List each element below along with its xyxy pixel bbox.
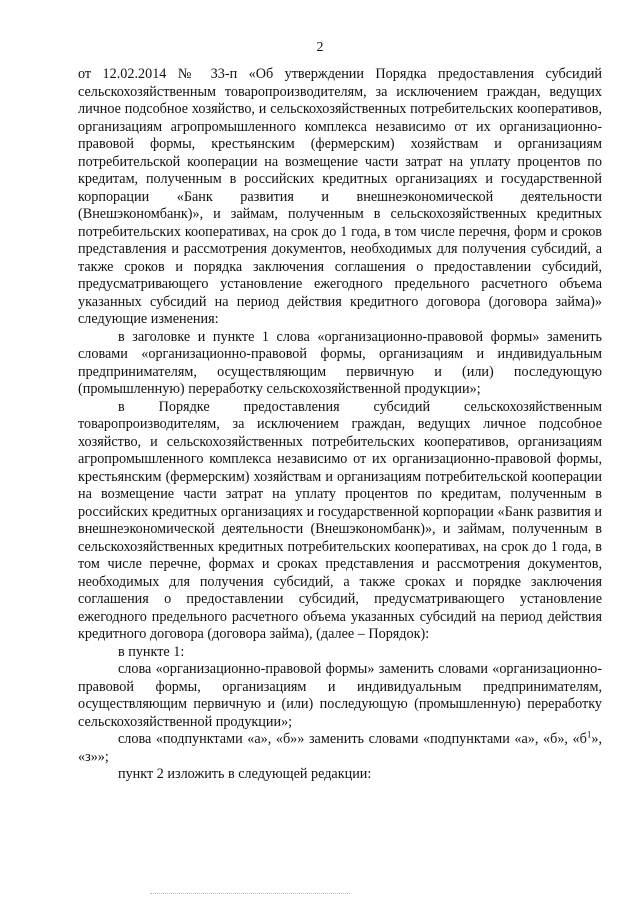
paragraph-title-amendment: в заголовке и пункте 1 слова «организационно-правовой формы» заменить словами «организационно-правовой формы, организациям и индивидуальным предпринимателям, осуществляющим первичную и (или) последующую (промышленную) переработку сельскохозяйственной продукции»; xyxy=(78,328,602,397)
paragraph-procedure-amendment: в Порядке предоставления субсидий сельскохозяйственным товаропроизводителям, за исключением граждан, ведущих личное подсобное хозяйство, и сельскохозяйственных потребительских кооперативов, организациям агропромышленного комплекса независимо от их организационно-правовой формы, крестьянским (фермерским) хозяйствам и организациям потребительской кооперации на возмещение части затрат на уплату процентов по кредитам, полученным в российских кредитных организациях и государственной корпорации «Банк развития и внешнеэкономической деятельности (Внешэкономбанк)», и займам, полученным в сельскохозяйственных кредитных потребительских кооперативах, на срок до 1 года, в том числе перечне, формах и сроках представления и рассмотрения документов, необходимых для получения субсидий, а также сроках и порядке заключения соглашения о предоставлении субсидий, предусматривающего установление ежегодного предельного расчетного объема указанных субсидий на период действия кредитного договора (договора займа), (далее – Порядок): xyxy=(78,398,602,642)
scan-artifact-dots xyxy=(150,893,350,895)
document-body xyxy=(78,66,602,784)
paragraph-decree-reference: от 12.02.2014 № 33-п «Об утверждении Порядка предоставления субсидий сельскохозяйственным товаропроизводителям, за исключением граждан, ведущих личное подсобное хозяйство, и сельскохозяйственных потребительских кооперативов, организациям агропромышленного комплекса независимо от их организационно-правовой формы, крестьянским (фермерским) хозяйствам и организациям потребительской кооперации на возмещение части затрат на уплату процентов по кредитам, полученным в российских кредитных организациях и государственной корпорации «Банк развития и внешнеэкономической деятельности (Внешэкономбанк)», и займам, полученным в сельскохозяйственных кредитных потребительских кооперативах, на срок до 1 года, в том числе перечня, форм и сроков представления и рассмотрения документов, необходимых для получения субсидий, а также сроков и порядка заключения соглашения о предоставлении субсидий, предусматривающего установление ежегодного предельного расчетного объема указанных субсидий на период действия кредитного договора (договора займа)» следующие изменения: xyxy=(78,66,602,327)
paragraph-words-replacement: слова «организационно-правовой формы» заменить словами «организационно-правовой формы, организациям и индивидуальным предпринимателям, осуществляющим первичную и (или) последующую (промышленную) переработку сельскохозяйственной продукции»; xyxy=(78,661,602,730)
paragraph-clause-2: пункт 2 изложить в следующей редакции: xyxy=(118,766,372,782)
paragraph-subpoints-replacement xyxy=(78,731,602,766)
subpoints-text-before: слова «подпунктами «а», «б»» заменить словами «подпунктами «а», «б», «б xyxy=(118,731,587,747)
paragraph-clause-1: в пункте 1: xyxy=(118,643,185,660)
page-number: 2 xyxy=(316,40,324,55)
subpoints-superscript: 1 xyxy=(586,729,592,740)
subpoints-text-after: », «з»»; xyxy=(78,731,602,765)
